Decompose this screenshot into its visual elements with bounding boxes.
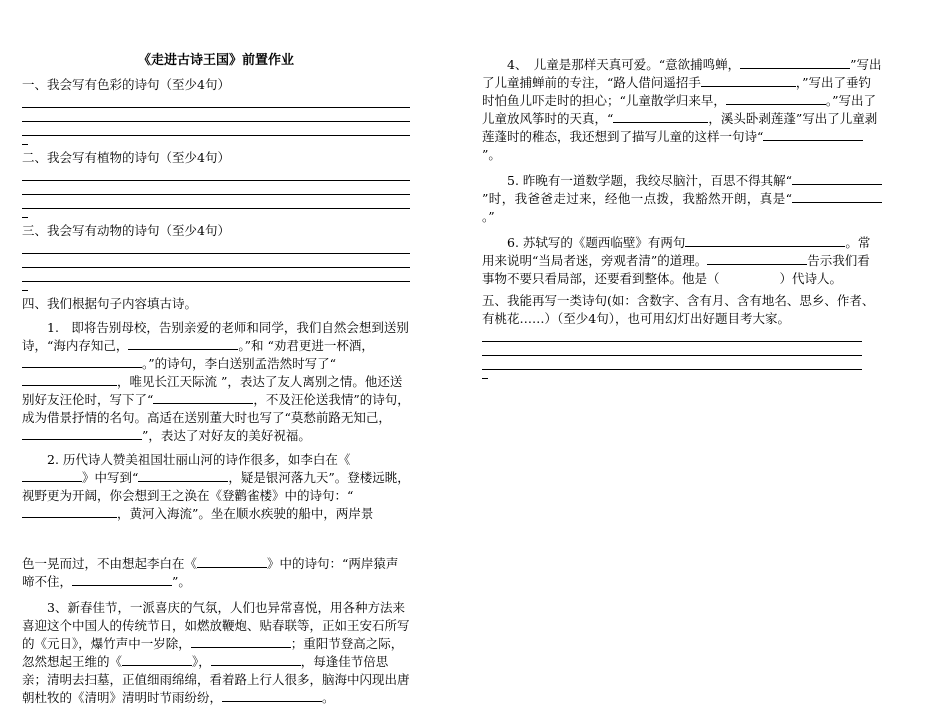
right-column (482, 56, 882, 383)
fill-blank[interactable] (222, 689, 322, 702)
question-1: 1. 即将告别母校，告别亲爱的老师和同学，我们自然会想到送别诗，“海内存知己， 。”和 “劝君更进一杯酒，。”的诗句，李白送别孟浩然时写了“，唯见长江天际流 ”，表达了友人离别之情。他还送别好友汪伦时，写下了“ ，不及汪伦送我情”的诗句，成为借景抒情的名句。高适在送别董大时也写了“莫愁前路无知己，”，表达了对好友的美好祝福。 (22, 320, 410, 443)
fill-blank[interactable] (701, 74, 796, 87)
answer-line[interactable] (482, 328, 862, 342)
fill-blank[interactable] (22, 505, 117, 518)
answer-line[interactable] (482, 342, 862, 356)
fill-blank[interactable] (128, 337, 238, 350)
section-2-heading: 二、我会写有植物的诗句（至少4句） (22, 150, 230, 165)
question-3: 3、新春佳节，一派喜庆的气氛，人们也异常喜悦，用各种方法来喜迎这个中国人的传统节日，如燃放鞭炮、贴春联等，正如王安石所写的《元日》，爆竹声中一岁除， ；重阳节登高之际，忽然想起王维的《 》， ，每逢佳节倍思亲；清明去扫墓，正值细雨绵绵，看着路上行人很多，脑海中闪现出唐朝杜牧的《清明》清明时节雨纷纷， 。 (22, 600, 410, 705)
answer-line[interactable] (22, 108, 410, 122)
left-column (22, 50, 410, 707)
line-mark (22, 284, 28, 291)
fill-blank[interactable] (22, 373, 117, 386)
section-1-heading: 一、我会写有色彩的诗句（至少4句） (22, 77, 230, 92)
line-mark (482, 372, 488, 379)
line-mark (22, 211, 28, 218)
fill-blank[interactable] (726, 92, 826, 105)
section-3-heading: 三、我会写有动物的诗句（至少4句） (22, 223, 230, 238)
answer-line[interactable] (22, 240, 410, 254)
question-4: 4、 儿童是那样天真可爱。“意欲捕鸣蝉， ”写出了儿童捕蝉前的专注，“路人借问遥招手 ，”写出了垂钓时怕鱼儿吓走时的担心；“儿童散学归来早， 。”写出了儿童放风筝时的天真，“ ，溪头卧剥莲蓬”写出了儿童剥莲蓬时的稚态，我还想到了描写儿童的这样一句诗“”。 (482, 57, 882, 162)
fill-blank[interactable] (792, 190, 882, 203)
fill-blank[interactable] (22, 469, 82, 482)
fill-blank[interactable] (685, 234, 845, 247)
fill-blank[interactable] (763, 128, 863, 141)
fill-blank[interactable] (122, 653, 192, 666)
fill-blank[interactable] (22, 355, 142, 368)
fill-blank[interactable] (153, 391, 253, 404)
fill-blank[interactable] (72, 573, 172, 586)
question-2-continued: 色一晃而过，不由想起李白在《 》中的诗句：“两岸猿声啼不住， ”。 (22, 556, 399, 589)
section-4-heading: 四、我们根据句子内容填古诗。 (22, 296, 198, 311)
answer-line[interactable] (22, 195, 410, 209)
document-title: 《走进古诗王国》前置作业 (137, 53, 294, 68)
question-2: 2. 历代诗人赞美祖国壮丽山河的诗作很多，如李白在《》中写到“ ，疑是银河落九天”。登楼远眺，视野更为开阔，你会想到王之涣在《登鹳雀楼》中的诗句：“，黄河入海流”。坐在顺水疾驶的船中，两岸景 (22, 452, 410, 521)
fill-blank[interactable] (197, 555, 267, 568)
answer-line[interactable] (22, 94, 410, 108)
fill-blank[interactable] (191, 635, 291, 648)
answer-line[interactable] (482, 356, 862, 370)
answer-line[interactable] (22, 122, 410, 136)
answer-line[interactable] (22, 181, 410, 195)
fill-blank[interactable] (740, 56, 850, 69)
question-6: 6. 苏轼写的《题西临壁》有两句 。常用来说明“当局者迷，旁观者清”的道理。 告示我们看事物不要只看局部，还要看到整体。他是（ ）代诗人。 (482, 235, 871, 286)
answer-line[interactable] (22, 254, 410, 268)
answer-line[interactable] (22, 268, 410, 282)
fill-blank[interactable] (720, 271, 780, 283)
fill-blank[interactable] (138, 469, 228, 482)
question-5: 5. 昨晚有一道数学题，我绞尽脑汁，百思不得其解“”时，我爸爸走过来，经他一点拨，我豁然开朗，真是“。” (482, 172, 882, 226)
answer-line[interactable] (22, 167, 410, 181)
section-5-heading: 五、我能再写一类诗句(如：含数字、含有月、含有地名、思乡、作者、有桃花……）（至少4句），也可用幻灯出好题目考大家。 (482, 293, 875, 326)
fill-blank[interactable] (613, 110, 708, 123)
fill-blank[interactable] (792, 172, 882, 185)
fill-blank[interactable] (211, 653, 301, 666)
line-mark (22, 138, 28, 145)
fill-blank[interactable] (707, 252, 807, 265)
fill-blank[interactable] (22, 427, 142, 440)
